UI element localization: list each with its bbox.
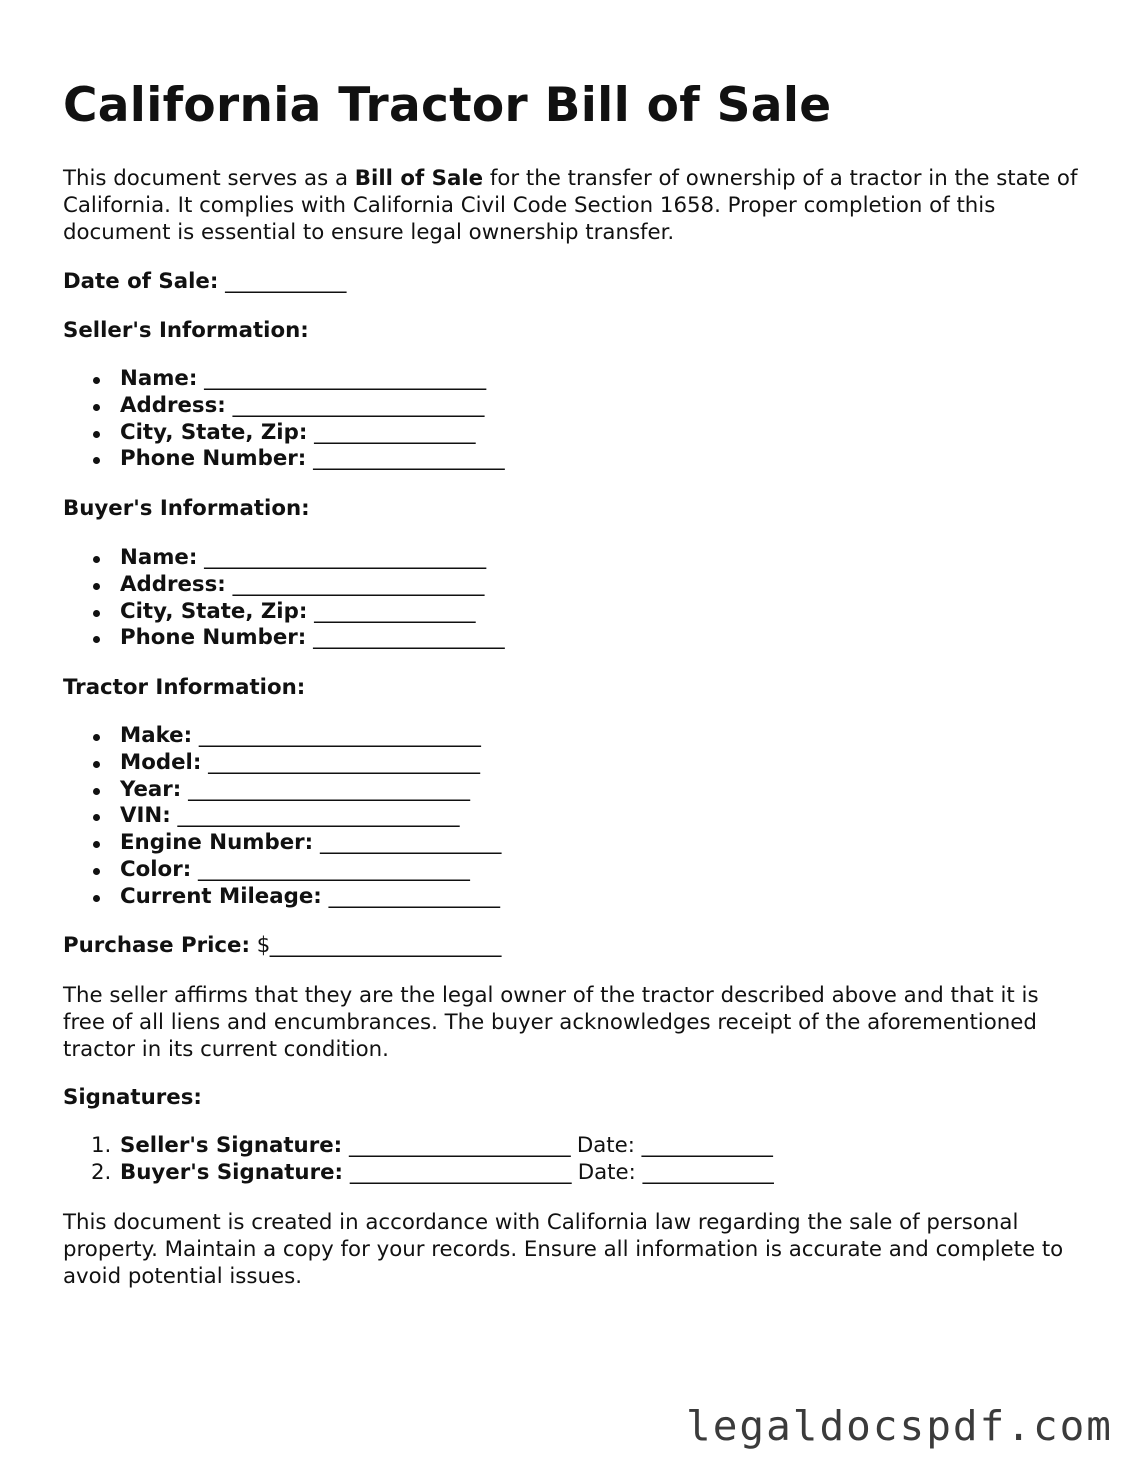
tractor-heading <box>63 674 305 701</box>
signature-number: 2. <box>91 1159 112 1185</box>
tractor-make-blank[interactable]: ____________________________ <box>198 723 481 748</box>
seller-city-label: City, State, Zip: <box>120 419 308 445</box>
intro-paragraph <box>63 165 1083 246</box>
seller-heading-text: Seller's Information: <box>63 318 309 343</box>
tractor-engine-blank[interactable]: __________________ <box>319 830 501 856</box>
buyer-name-blank[interactable]: ____________________________ <box>204 545 486 570</box>
buyer-city-label: City, State, Zip: <box>120 598 308 624</box>
affirmation-paragraph: The seller affirms that they are the legal owner of the tractor described above and that it is free of all liens and encumbrances. The buyer acknowledges receipt of the aforementioned tractor in its current condition. <box>63 983 1039 1062</box>
seller-fields-list <box>63 366 504 473</box>
seller-date-blank[interactable]: _____________ <box>641 1133 773 1158</box>
buyer-address-blank[interactable]: _________________________ <box>232 571 484 597</box>
list-item <box>63 545 504 572</box>
seller-city-blank[interactable]: ________________ <box>314 419 475 445</box>
buyer-date-label: Date: <box>577 1159 636 1185</box>
tractor-color-label: Color: <box>120 856 192 882</box>
signature-number: 1. <box>91 1133 112 1158</box>
buyer-address-label: Address: <box>120 571 226 597</box>
tractor-year-label: Year: <box>120 776 182 802</box>
intro-text-before: This document serves as a <box>63 166 355 191</box>
tractor-color-blank[interactable]: ___________________________ <box>198 856 470 882</box>
page-title: California Tractor Bill of Sale <box>63 78 832 133</box>
tractor-mileage-label: Current Mileage: <box>120 883 322 909</box>
date-of-sale-blank[interactable]: ____________ <box>225 269 346 294</box>
seller-name-label: Name: <box>120 366 198 391</box>
closing-paragraph: This document is created in accordance with California law regarding the sale of personal property. Maintain a copy for your records. Ensure all information is accurate and complete to avoid potential issues. <box>63 1210 1064 1289</box>
signatures-heading <box>63 1084 202 1111</box>
list-item <box>63 723 501 750</box>
intro-text-after: for the transfer of ownership of a tractor in the state of California. It complies with California Civil Code Section 1658. Proper completion of this document is essential to ensure legal ownership transfer. <box>63 166 1078 245</box>
date-of-sale-field <box>63 268 346 295</box>
tractor-model-blank[interactable]: ___________________________ <box>208 749 480 775</box>
tractor-mileage-blank[interactable]: _________________ <box>328 883 500 909</box>
seller-signature-blank[interactable]: ______________________ <box>348 1133 571 1158</box>
tractor-make-label: Make: <box>120 723 193 748</box>
tractor-year-blank[interactable]: ____________________________ <box>188 776 470 802</box>
seller-address-blank[interactable]: _________________________ <box>232 392 484 418</box>
seller-signature-label: Seller's Signature: <box>120 1133 343 1158</box>
list-item <box>63 857 501 884</box>
buyer-phone-blank[interactable]: ___________________ <box>313 625 505 651</box>
buyer-fields-list <box>63 545 504 652</box>
tractor-model-label: Model: <box>120 749 202 775</box>
tractor-engine-label: Engine Number: <box>120 830 314 856</box>
list-item <box>63 750 501 777</box>
buyer-signature-blank[interactable]: ______________________ <box>349 1159 571 1185</box>
purchase-price-field <box>63 932 501 959</box>
buyer-signature-label: Buyer's Signature: <box>120 1159 344 1185</box>
buyer-date-blank[interactable]: _____________ <box>642 1159 774 1185</box>
buyer-heading-text: Buyer's Information: <box>63 496 310 521</box>
tractor-heading-text: Tractor Information: <box>63 675 306 700</box>
list-item <box>63 446 504 473</box>
seller-address-label: Address: <box>120 392 226 418</box>
list-item <box>63 1133 773 1160</box>
buyer-city-blank[interactable]: ________________ <box>314 598 475 624</box>
buyer-heading <box>63 495 310 522</box>
seller-phone-label: Phone Number: <box>120 446 307 472</box>
list-item <box>63 777 501 804</box>
list-item <box>63 625 504 652</box>
purchase-price-blank[interactable]: $_______________________ <box>256 933 501 958</box>
tractor-vin-label: VIN: <box>120 803 171 829</box>
list-item <box>63 884 501 911</box>
purchase-price-label: Purchase Price: <box>63 933 250 958</box>
seller-heading <box>63 317 309 344</box>
signatures-heading-text: Signatures: <box>63 1085 202 1110</box>
list-item <box>63 599 504 626</box>
signatures-list <box>63 1133 773 1187</box>
site-watermark: legaldocspdf.com <box>686 1402 1113 1450</box>
seller-phone-blank[interactable]: ___________________ <box>313 446 505 472</box>
seller-date-label: Date: <box>576 1133 635 1158</box>
tractor-fields-list <box>63 723 501 911</box>
buyer-phone-label: Phone Number: <box>120 625 307 651</box>
tractor-vin-blank[interactable]: ____________________________ <box>177 803 459 829</box>
list-item <box>63 572 504 599</box>
list-item <box>63 366 504 393</box>
list-item <box>63 1160 773 1187</box>
buyer-name-label: Name: <box>120 545 198 570</box>
seller-name-blank[interactable]: ____________________________ <box>204 366 486 391</box>
intro-bold-term: Bill of Sale <box>354 166 484 191</box>
list-item <box>63 393 504 420</box>
list-item <box>63 830 501 857</box>
list-item <box>63 803 501 830</box>
list-item <box>63 420 504 447</box>
date-of-sale-label: Date of Sale: <box>63 269 219 294</box>
